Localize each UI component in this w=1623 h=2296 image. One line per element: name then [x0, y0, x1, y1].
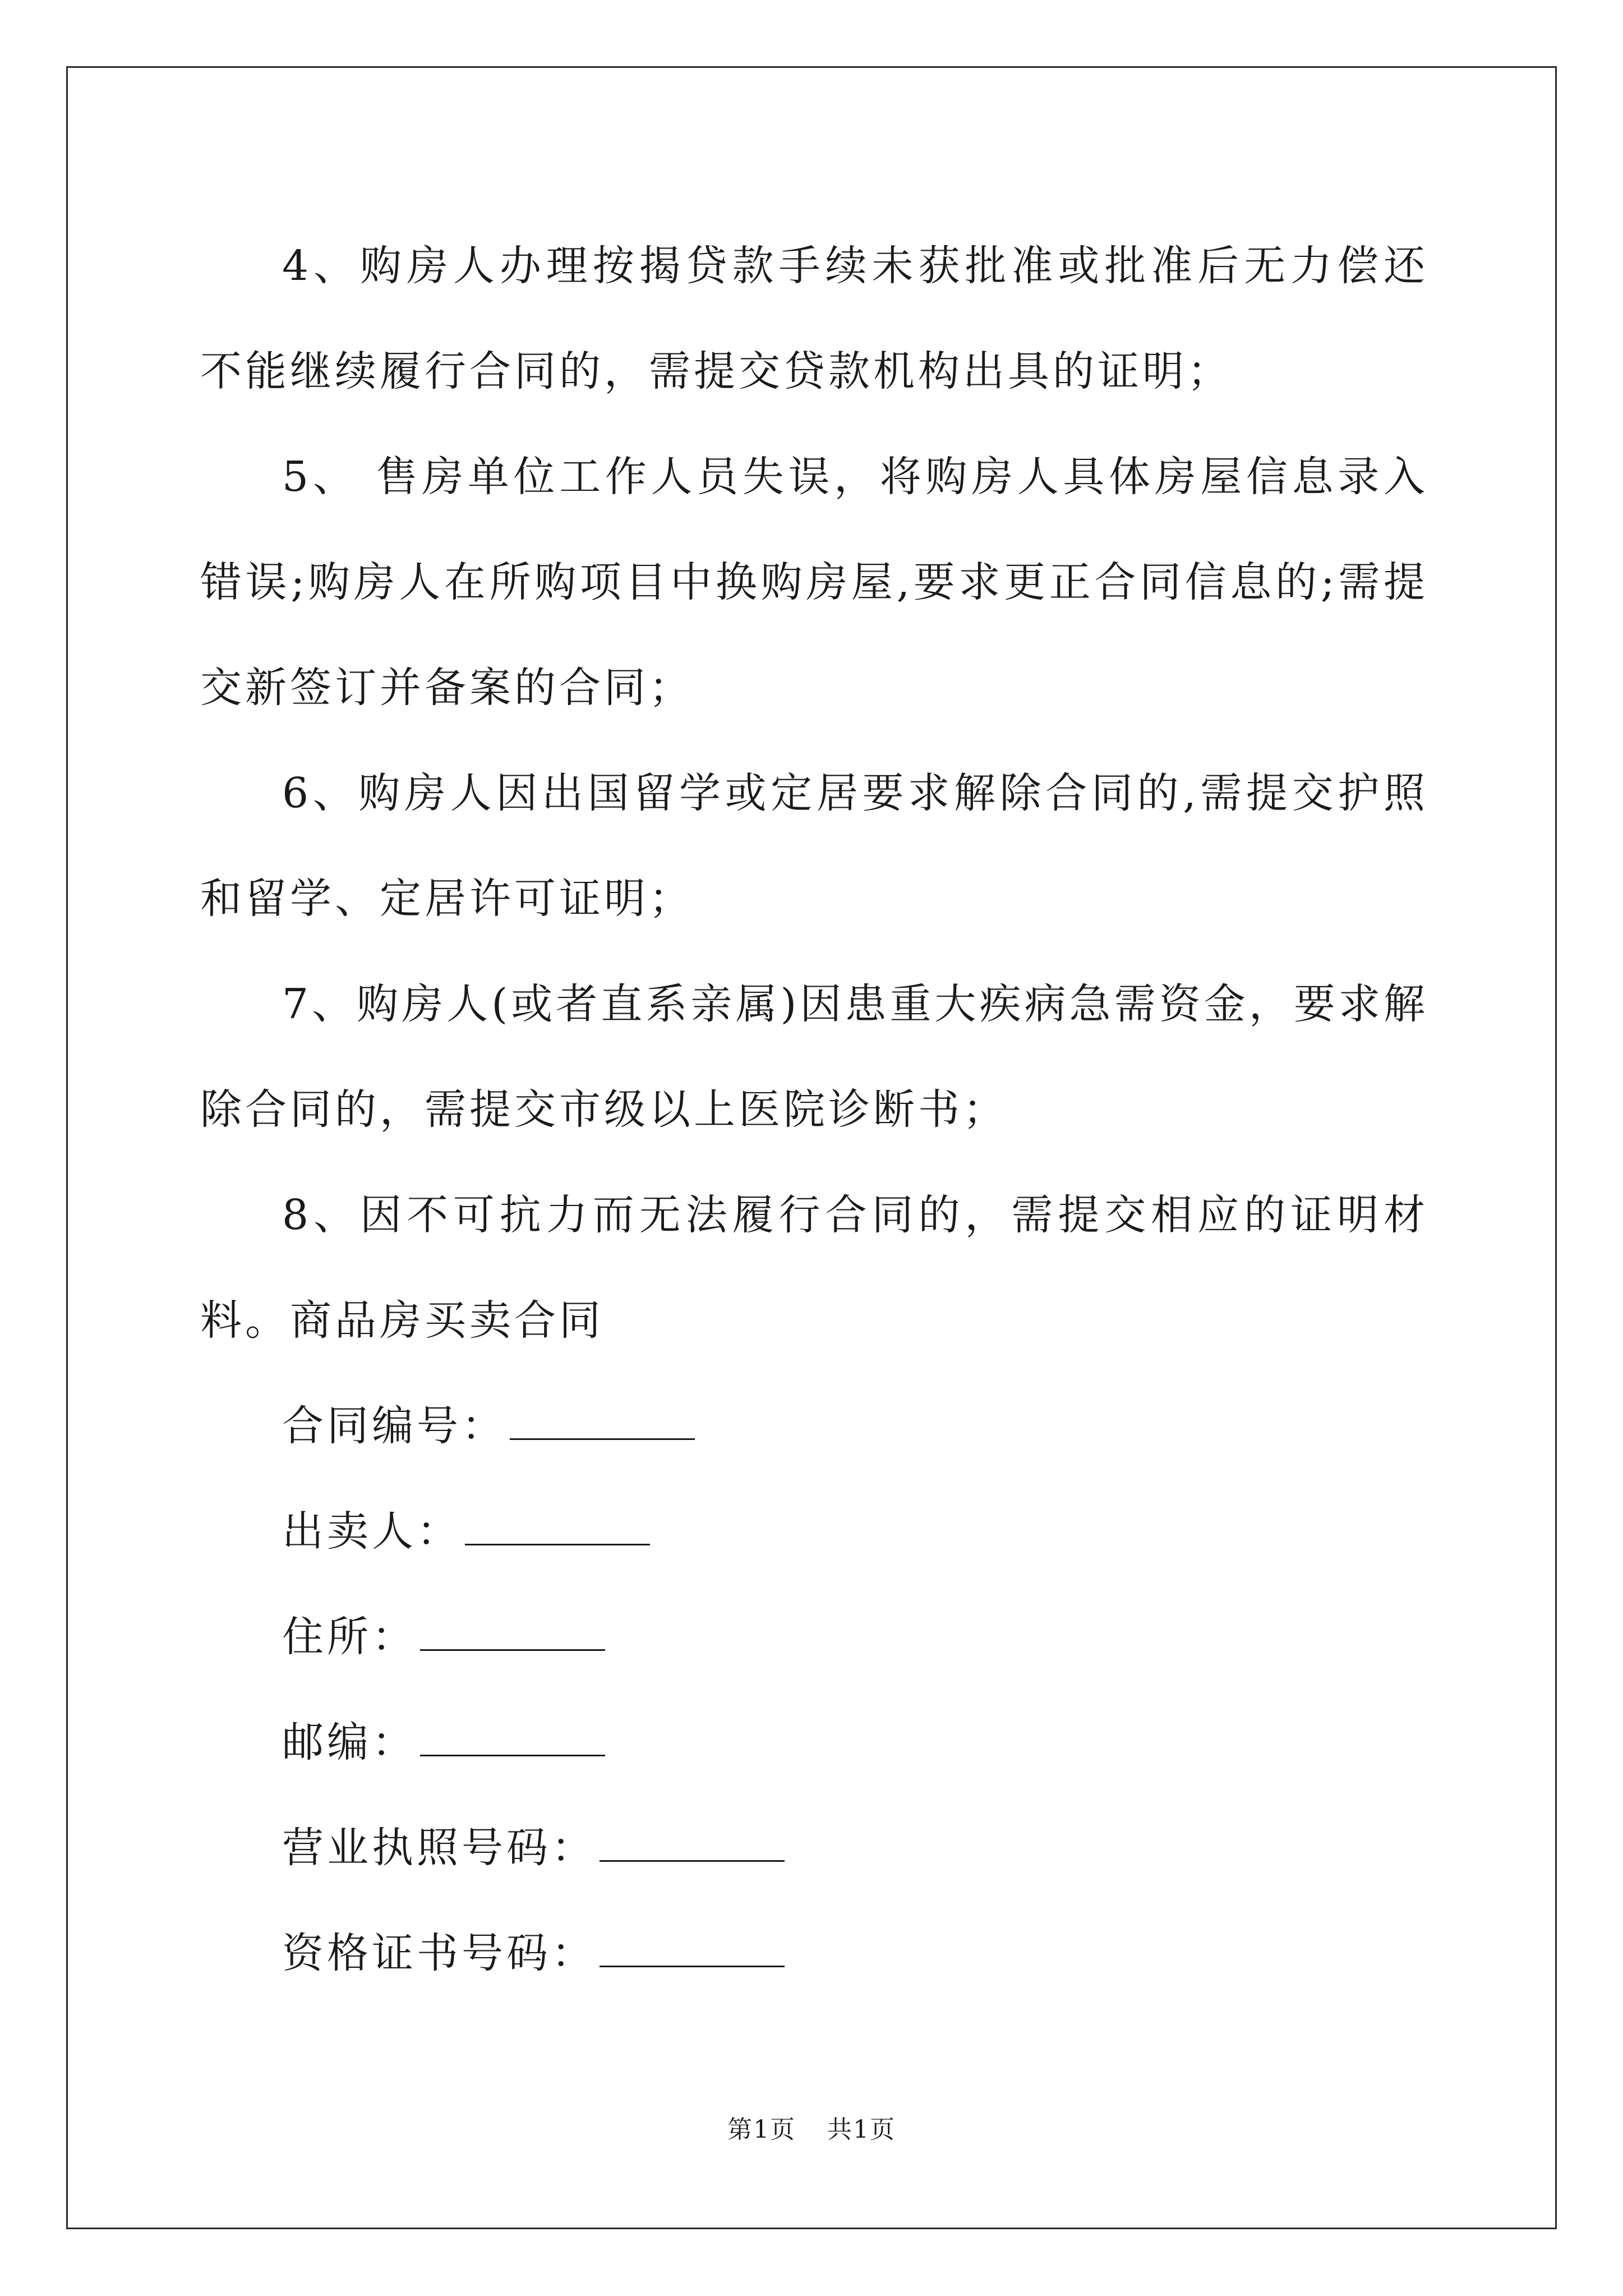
paragraph-item-4: 4、购房人办理按揭贷款手续未获批准或批准后无力偿还不能继续履行合同的，需提交贷款机构出具的证明； [200, 242, 1428, 395]
field-label: 邮编： [282, 1718, 417, 1766]
postcode-field [200, 1690, 1428, 1795]
paragraph-item-8: 8、因不可抗力而无法履行合同的，需提交相应的证明材料。商品房买卖合同 [200, 1191, 1428, 1345]
page-total: 共1页 [827, 2115, 896, 2144]
paragraph-item-5: 5、 售房单位工作人员失误，将购房人具体房屋信息录入错误;购房人在所购项目中换购房屋,要求更正合同信息的;需提交新签订并备案的合同； [200, 453, 1428, 712]
page-number: 第1页 [727, 2115, 796, 2144]
blank-line [465, 1510, 650, 1545]
address-field [200, 1584, 1428, 1690]
document-body [200, 213, 1428, 2006]
paragraph-item-6: 6、购房人因出国留学或定居要求解除合同的,需提交护照和留学、定居许可证明； [200, 769, 1428, 923]
blank-line [600, 1932, 785, 1967]
blank-line [600, 1826, 785, 1862]
blank-line [420, 1616, 605, 1651]
field-label: 合同编号： [282, 1402, 506, 1450]
paragraph-item-7: 7、购房人(或者直系亲属)因患重大疾病急需资金，要求解除合同的，需提交市级以上医院诊断书； [200, 980, 1428, 1134]
seller-field [200, 1479, 1428, 1584]
blank-line [510, 1405, 695, 1440]
field-label: 营业执照号码： [282, 1824, 596, 1872]
qualification-cert-field [200, 1901, 1428, 2006]
page-footer [0, 2109, 1623, 2145]
business-license-field [200, 1795, 1428, 1901]
contract-number-field [200, 1373, 1428, 1479]
field-label: 出卖人： [282, 1507, 462, 1556]
blank-line [420, 1721, 605, 1756]
field-label: 住所： [282, 1613, 417, 1661]
field-label: 资格证书号码： [282, 1929, 596, 1977]
